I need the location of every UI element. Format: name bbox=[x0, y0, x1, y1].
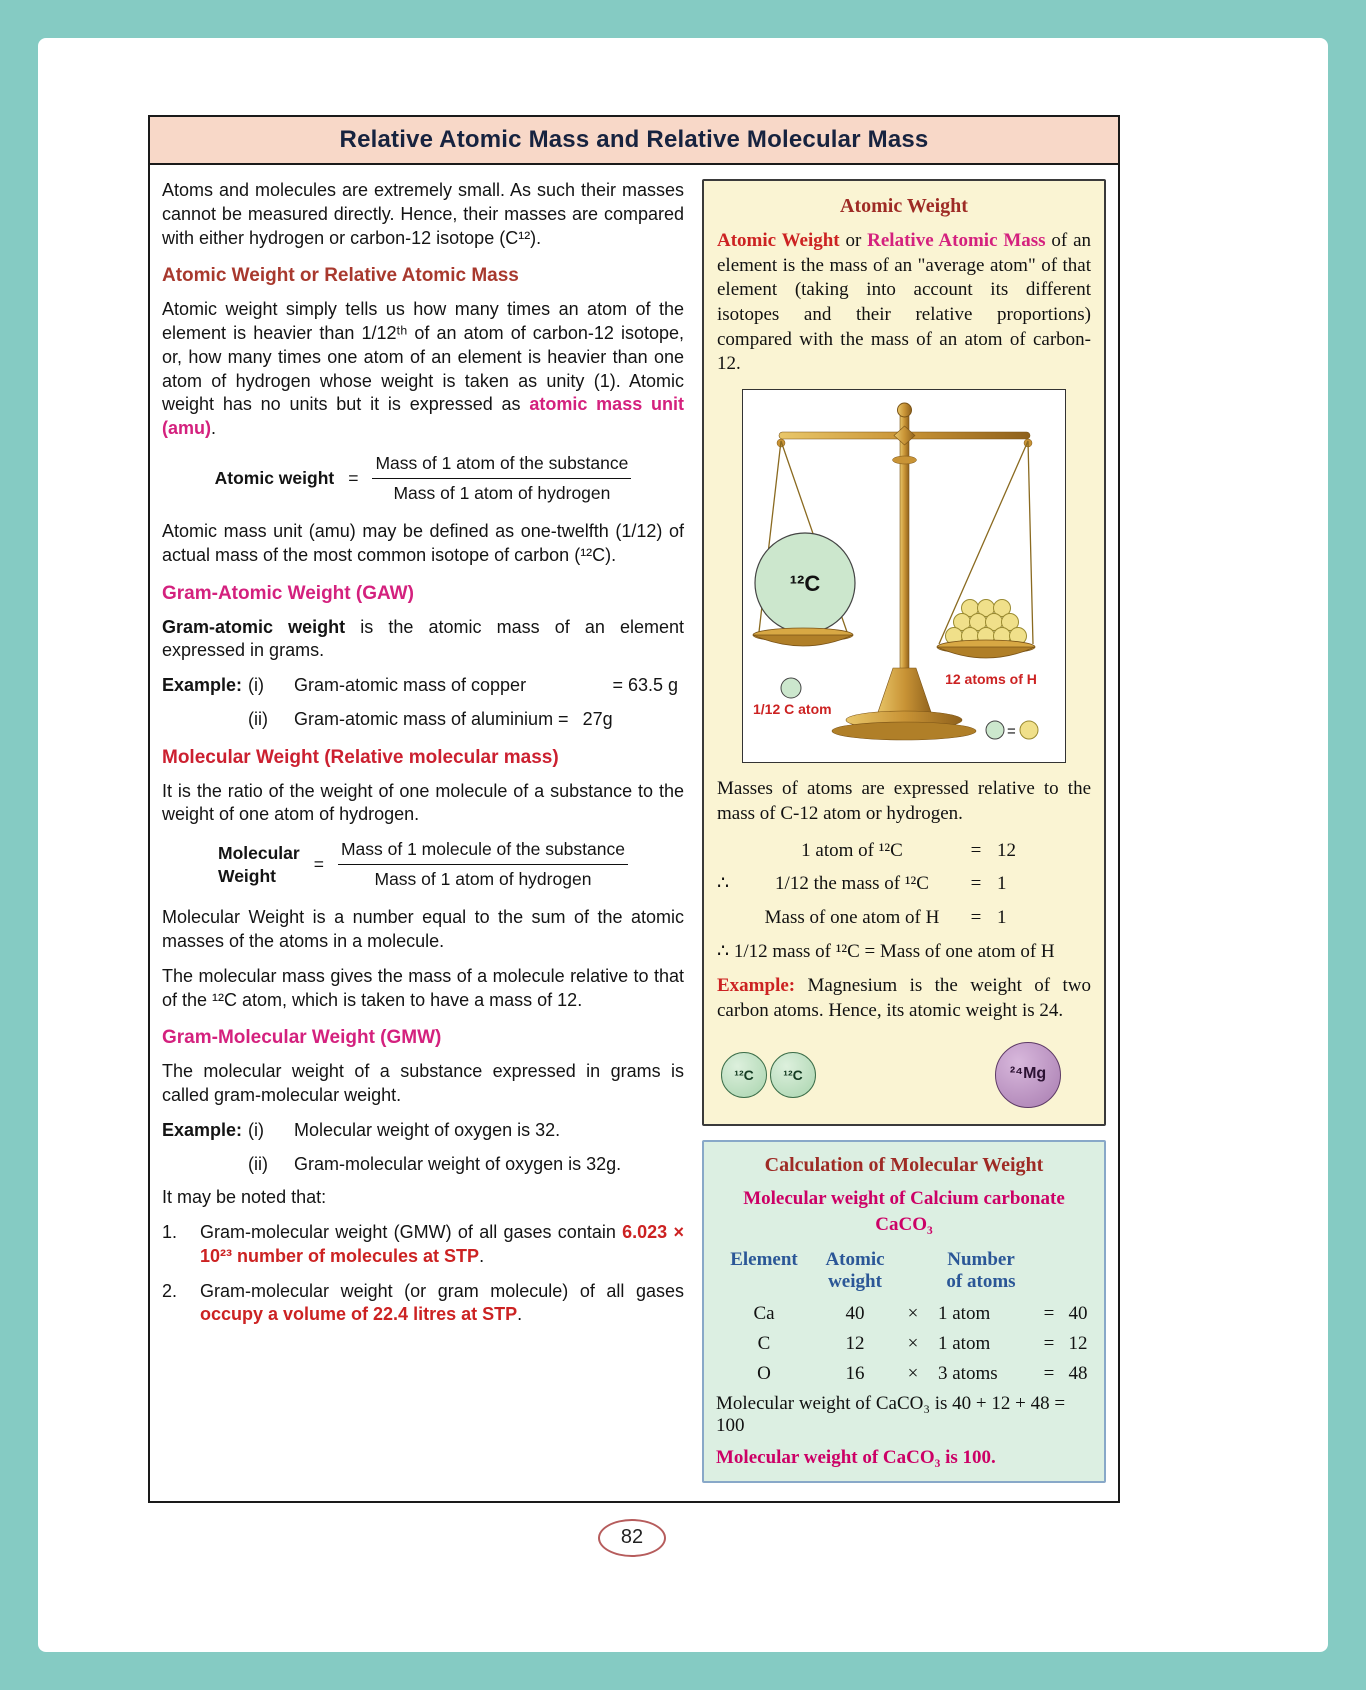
para-atomic-weight-period: . bbox=[211, 418, 217, 439]
eq3-value: 1 bbox=[997, 906, 1007, 928]
para-intro: Atoms and molecules are extremely small. As such their masses cannot be measured directly. Hence, their masses are compared with either hydrogen or carbon-12 isotope (C¹²). bbox=[162, 180, 684, 248]
note-2-highlight: occupy a volume of 22.4 litres at STP bbox=[200, 1304, 518, 1325]
molecular-weight-formula bbox=[162, 838, 684, 891]
cell-total: 48 bbox=[1068, 1362, 1088, 1384]
eq2-pre: ∴ bbox=[717, 873, 730, 895]
eq1-equals: = bbox=[970, 839, 982, 861]
eq1-pre bbox=[717, 839, 743, 864]
atomic-weight-formula bbox=[162, 452, 684, 505]
formula2-label-line1: Molecular bbox=[218, 842, 300, 863]
table-row bbox=[716, 1363, 1092, 1385]
example-roman-i: (i) bbox=[248, 675, 264, 696]
hydrogen-atoms-pile bbox=[946, 600, 1027, 645]
eq3-equals: = bbox=[970, 906, 982, 928]
formula2-equals: = bbox=[313, 854, 324, 875]
calc-subtitle-line1: Molecular weight of Calcium carbonate bbox=[743, 1187, 1065, 1209]
content-frame bbox=[148, 115, 1120, 1503]
note-intro: It may be noted that: bbox=[162, 1187, 327, 1208]
calc-final-line: Molecular weight of CaCO₃ is 100. bbox=[716, 1446, 996, 1468]
formula1-label: Atomic weight bbox=[214, 467, 335, 488]
right-column bbox=[702, 179, 1106, 1483]
example-label: Example: bbox=[717, 975, 796, 997]
scale-right-pan-bowl bbox=[937, 647, 1035, 658]
aw-or: or bbox=[839, 230, 868, 251]
cell-element: Ca bbox=[753, 1302, 775, 1324]
example-aluminium-text: Gram-atomic mass of aluminium = bbox=[294, 708, 569, 729]
formula2-denominator: Mass of 1 atom of hydrogen bbox=[374, 869, 592, 890]
carbon-atom-icon bbox=[770, 1052, 816, 1098]
magnesium-atom-label: ²⁴Mg bbox=[1009, 1065, 1047, 1083]
note-2 bbox=[162, 1280, 684, 1328]
formula1-numerator: Mass of 1 atom of the substance bbox=[372, 452, 631, 479]
para-molecular-weight: It is the ratio of the weight of one molecule of a substance to the weight of one atom of hydrogen. bbox=[162, 780, 684, 825]
example-oxygen-text: Molecular weight of oxygen is 32. bbox=[294, 1119, 561, 1140]
col-number: Number bbox=[947, 1249, 1015, 1271]
one-twelfth-c-label: 1/12 C atom bbox=[753, 701, 832, 718]
example-roman-i: (i) bbox=[248, 1119, 264, 1140]
example-gmw-row2 bbox=[162, 1153, 684, 1177]
cell-atom-count: 1 atom bbox=[938, 1302, 991, 1324]
atomic-weight-box-para2: Masses of atoms are expressed relative to the mass of C-12 atom or hydrogen. bbox=[717, 778, 1091, 824]
table-row bbox=[716, 1303, 1092, 1325]
calc-box-subtitle bbox=[716, 1187, 1092, 1238]
heading-atomic-weight: Atomic Weight or Relative Atomic Mass bbox=[162, 265, 519, 287]
cell-atomic-weight: 12 bbox=[845, 1332, 865, 1354]
formula2-fraction bbox=[338, 838, 628, 891]
eq2-equals: = bbox=[970, 873, 982, 895]
formula1-denominator: Mass of 1 atom of hydrogen bbox=[393, 482, 611, 503]
cell-element: C bbox=[757, 1332, 771, 1354]
note-1-text bbox=[200, 1221, 684, 1269]
example-label: Example: bbox=[162, 675, 243, 696]
cell-equals: = bbox=[1043, 1362, 1055, 1384]
left-column bbox=[162, 179, 684, 1483]
example-label: Example: bbox=[162, 1119, 243, 1140]
col-spacer bbox=[898, 1249, 928, 1293]
atomic-weight-box-title: Atomic Weight bbox=[840, 195, 968, 217]
magnesium-example bbox=[717, 974, 1091, 1023]
cell-atom-count: 3 atoms bbox=[938, 1362, 998, 1384]
atomic-weight-box bbox=[702, 179, 1106, 1126]
col-weight: weight bbox=[828, 1270, 882, 1292]
calc-subtitle-formula: CaCO₃ bbox=[875, 1214, 933, 1236]
heading-gmw: Gram-Molecular Weight (GMW) bbox=[162, 1027, 442, 1049]
para-gaw bbox=[162, 616, 684, 664]
legend-hydrogen-circle-icon bbox=[1020, 721, 1038, 739]
magnesium-atom-icon bbox=[995, 1042, 1061, 1108]
calc-molecular-weight-box bbox=[702, 1140, 1106, 1483]
eq1-value: 12 bbox=[997, 839, 1016, 861]
legend-equals: = bbox=[1007, 723, 1016, 741]
aw-highlight-red: Atomic Weight bbox=[717, 230, 840, 251]
amu-highlight: atomic mass unit (amu) bbox=[162, 394, 684, 439]
scale-left-pan-bowl bbox=[753, 635, 853, 646]
aw-highlight-magenta: Relative Atomic Mass bbox=[867, 230, 1046, 251]
para-mw-relative: The molecular mass gives the mass of a molecule relative to that of the ¹²C atom, which is taken to have a mass of 12. bbox=[162, 965, 684, 1010]
example-aluminium-value: 27g bbox=[582, 708, 613, 729]
carbon-atom-label: ¹²C bbox=[734, 1066, 754, 1083]
calc-box-title: Calculation of Molecular Weight bbox=[764, 1153, 1044, 1176]
page-title: Relative Atomic Mass and Relative Molecular Mass bbox=[339, 126, 929, 153]
note-2-text bbox=[200, 1280, 684, 1328]
carbon-atom-label: ¹²C bbox=[783, 1066, 803, 1083]
carbon12-label: ¹²C bbox=[789, 571, 821, 597]
page-number-badge bbox=[598, 1519, 666, 1557]
formula1-fraction bbox=[372, 452, 631, 505]
book-page bbox=[38, 38, 1328, 1652]
balance-scale-illustration bbox=[742, 389, 1066, 763]
twelve-atoms-label: 12 atoms of H bbox=[945, 671, 1037, 688]
note-1-plain: Gram-molecular weight (GMW) of all gases contain bbox=[200, 1222, 623, 1243]
cell-equals: = bbox=[1043, 1302, 1055, 1324]
cell-total: 40 bbox=[1068, 1302, 1088, 1324]
col-atomic: Atomic bbox=[825, 1249, 885, 1271]
note-2-period: . bbox=[517, 1304, 523, 1325]
note-1-period: . bbox=[479, 1245, 485, 1266]
eq2-value: 1 bbox=[997, 873, 1007, 895]
page-number: 82 bbox=[620, 1526, 644, 1549]
example-gmw-row1 bbox=[162, 1119, 684, 1143]
scale-pole bbox=[900, 416, 909, 670]
gaw-rest: is the atomic mass of an element expressed in grams. bbox=[162, 616, 684, 661]
formula2-label bbox=[218, 842, 300, 888]
eq3-label: Mass of one atom of H bbox=[764, 906, 940, 928]
note-1-highlight: 6.023 × 10²³ number of molecules at STP bbox=[200, 1222, 684, 1266]
eq3-pre bbox=[717, 906, 743, 931]
cell-total: 12 bbox=[1068, 1332, 1088, 1354]
example-roman-ii: (ii) bbox=[248, 1153, 268, 1174]
scale-finial bbox=[898, 403, 912, 417]
note-1-number: 1. bbox=[162, 1222, 178, 1243]
cell-atom-count: 1 atom bbox=[938, 1332, 991, 1354]
example-oxygen-gram-text: Gram-molecular weight of oxygen is 32g. bbox=[294, 1153, 622, 1174]
note-2-number: 2. bbox=[162, 1280, 178, 1301]
two-column-content bbox=[150, 165, 1118, 1501]
mass-equations bbox=[717, 839, 1091, 931]
eq4-conclusion: ∴ 1/12 mass of ¹²C = Mass of one atom of H bbox=[717, 940, 1055, 962]
col-element: Element bbox=[730, 1249, 798, 1271]
calc-table-header bbox=[716, 1249, 1092, 1293]
formula2-numerator: Mass of 1 molecule of the substance bbox=[338, 838, 628, 865]
calc-sum-line: Molecular weight of CaCO₃ is 40 + 12 + 48 = 100 bbox=[716, 1392, 1066, 1436]
page-title-bar bbox=[150, 117, 1118, 165]
atomic-weight-box-para1 bbox=[717, 229, 1091, 377]
heading-gaw: Gram-Atomic Weight (GAW) bbox=[162, 582, 414, 604]
aw-rest: of an element is the mass of an "average atom" of that element (taking into account its different isotopes and their relative proportions) compared with the mass of an atom of carbon-12. bbox=[717, 230, 1092, 375]
small-carbon-circle-icon bbox=[781, 678, 801, 698]
col-of-atoms: of atoms bbox=[946, 1270, 1016, 1292]
scale-base-lower bbox=[832, 722, 976, 740]
cell-atomic-weight: 40 bbox=[845, 1302, 865, 1324]
cell-times: × bbox=[907, 1362, 919, 1384]
para-atomic-weight bbox=[162, 298, 684, 441]
legend-carbon-circle-icon bbox=[986, 721, 1004, 739]
scale-pole-ornament bbox=[893, 456, 917, 464]
cell-element: O bbox=[757, 1362, 771, 1384]
scale-center-ornament bbox=[894, 426, 915, 445]
para-gmw: The molecular weight of a substance expressed in grams is called gram-molecular weight. bbox=[162, 1061, 684, 1106]
formula1-equals: = bbox=[348, 467, 359, 488]
para-amu-definition: Atomic mass unit (amu) may be defined as one-twelfth (1/12) of actual mass of the most common isotope of carbon (¹²C). bbox=[162, 521, 684, 565]
note-1 bbox=[162, 1221, 684, 1269]
formula2-label-line2: Weight bbox=[218, 865, 277, 886]
magnesium-example-text: Magnesium is the weight of two carbon atoms. Hence, its atomic weight is 24. bbox=[717, 975, 1091, 1021]
example-copper-text: Gram-atomic mass of copper bbox=[294, 675, 527, 696]
eq2-label: 1/12 the mass of ¹²C bbox=[775, 873, 929, 895]
carbon-atom-icon bbox=[721, 1052, 767, 1098]
gaw-bold: Gram-atomic weight bbox=[162, 616, 346, 637]
scale-pedestal bbox=[876, 668, 933, 718]
col-number-of-atoms bbox=[928, 1249, 1034, 1293]
cell-times: × bbox=[907, 1302, 919, 1324]
example-roman-ii: (ii) bbox=[248, 708, 268, 729]
col-atomic-weight bbox=[812, 1249, 898, 1293]
para-mw-sum: Molecular Weight is a number equal to the sum of the atomic masses of the atoms in a molecule. bbox=[162, 907, 684, 952]
cell-equals: = bbox=[1043, 1332, 1055, 1354]
cell-atomic-weight: 16 bbox=[845, 1362, 865, 1384]
table-row bbox=[716, 1333, 1092, 1355]
example-copper-value: = 63.5 g bbox=[612, 675, 678, 696]
balance-scale-icon bbox=[743, 390, 1064, 762]
example-gaw-row1 bbox=[162, 674, 684, 698]
example-gaw-row2 bbox=[162, 708, 684, 732]
para-atomic-weight-text: Atomic weight simply tells us how many times an atom of the element is heavier than 1/12ᵗʰ of an atom of carbon-12 isotope, or, how many times one atom of an element is heavier than one atom of hydrogen whose weight is taken as unity (1). Atomic weight has no units but it is expressed as bbox=[162, 299, 684, 415]
cell-times: × bbox=[907, 1332, 919, 1354]
carbon-magnesium-illustration bbox=[717, 1034, 1091, 1110]
note-2-plain: Gram-molecular weight (or gram molecule) of all gases bbox=[200, 1280, 684, 1301]
heading-molecular-weight: Molecular Weight (Relative molecular mass) bbox=[162, 746, 559, 768]
eq1-label: 1 atom of ¹²C bbox=[801, 839, 903, 861]
